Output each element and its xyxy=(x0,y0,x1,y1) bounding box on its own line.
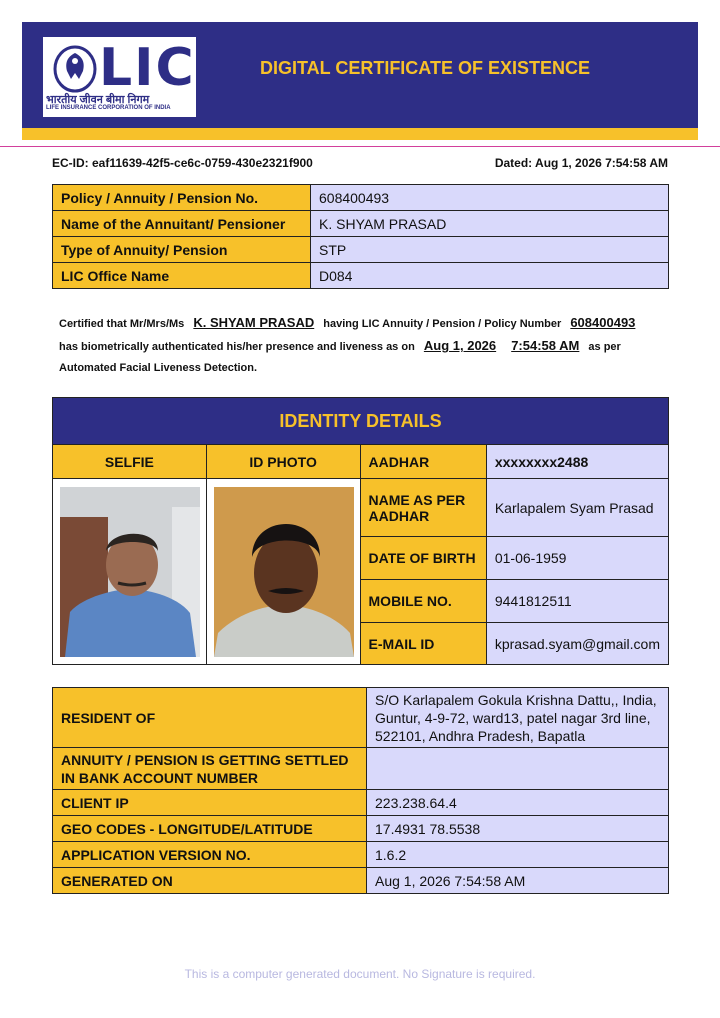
lic-english-name: LIFE INSURANCE CORPORATION OF INDIA xyxy=(46,105,171,111)
lic-emblem-icon xyxy=(53,43,97,93)
dated: Dated: Aug 1, 2026 7:54:58 AM xyxy=(494,156,668,170)
client-ip-label: CLIENT IP xyxy=(53,790,367,816)
email-value: kprasad.syam@gmail.com xyxy=(486,623,668,665)
aadhar-value: xxxxxxxx2488 xyxy=(486,445,668,479)
bank-account-label: ANNUITY / PENSION IS GETTING SETTLED IN BANK ACCOUNT NUMBER xyxy=(53,748,367,790)
certificate-title: DIGITAL CERTIFICATE OF EXISTENCE xyxy=(259,58,590,78)
resident-value: S/O Karlapalem Gokula Krishna Dattu,, India, Guntur, 4-9-72, ward13, patel nagar 3rd line, 522101, Andhra Pradesh, Bapatla xyxy=(367,688,669,748)
dob-label: DATE OF BIRTH xyxy=(360,537,486,580)
table-row xyxy=(53,185,669,211)
cert-date: Aug 1, 2026 xyxy=(423,338,497,353)
identity-heading-row xyxy=(53,398,669,445)
identity-table xyxy=(52,397,669,665)
mobile-value: 9441812511 xyxy=(486,580,668,623)
app-version-label: APPLICATION VERSION NO. xyxy=(53,842,367,868)
id-photo-header: ID PHOTO xyxy=(206,445,360,479)
generated-on-value: Aug 1, 2026 7:54:58 AM xyxy=(367,868,669,894)
details-table xyxy=(52,687,669,894)
annuitant-label: Name of the Annuitant/ Pensioner xyxy=(53,211,311,237)
table-row xyxy=(53,211,669,237)
header-accent-bar xyxy=(22,128,698,140)
table-row xyxy=(53,688,669,748)
cert-policy: 608400493 xyxy=(570,315,636,330)
divider xyxy=(0,146,720,147)
mobile-label: MOBILE NO. xyxy=(360,580,486,623)
policy-table xyxy=(52,184,669,289)
cert-name: K. SHYAM PRASAD xyxy=(193,315,315,330)
table-row xyxy=(53,816,669,842)
id-photo xyxy=(214,487,354,657)
cert-time: 7:54:58 AM xyxy=(511,338,580,353)
table-row xyxy=(53,263,669,289)
footer-note: This is a computer generated document. No Signature is required. xyxy=(184,967,536,981)
lic-hindi-name: भारतीय जीवन बीमा निगम xyxy=(46,94,150,106)
dob-value: 01-06-1959 xyxy=(486,537,668,580)
table-row xyxy=(53,790,669,816)
cert-text: as per Automated Facial Liveness Detection. xyxy=(59,341,621,374)
ec-id: EC-ID: eaf11639-42f5-ce6c-0759-430e2321f900 xyxy=(52,156,313,170)
selfie-cell xyxy=(53,479,207,665)
type-label: Type of Annuity/ Pension xyxy=(53,237,311,263)
id-photo-cell xyxy=(206,479,360,665)
table-row xyxy=(53,237,669,263)
cert-text: has biometrically authenticated his/her presence and liveness as on xyxy=(59,341,415,353)
table-row xyxy=(53,842,669,868)
app-version-value: 1.6.2 xyxy=(367,842,669,868)
office-label: LIC Office Name xyxy=(53,263,311,289)
selfie-photo xyxy=(60,487,200,657)
generated-on-label: GENERATED ON xyxy=(53,868,367,894)
lic-wordmark: LIC xyxy=(99,38,196,98)
geo-codes-label: GEO CODES - LONGITUDE/LATITUDE xyxy=(53,816,367,842)
table-row xyxy=(53,748,669,790)
name-aadhar-value: Karlapalem Syam Prasad xyxy=(486,479,668,537)
table-row xyxy=(53,868,669,894)
office-value: D084 xyxy=(311,263,669,289)
table-row xyxy=(53,479,669,537)
identity-heading: IDENTITY DETAILS xyxy=(53,398,669,445)
type-value: STP xyxy=(311,237,669,263)
table-row xyxy=(53,445,669,479)
policy-value: 608400493 xyxy=(311,185,669,211)
selfie-header: SELFIE xyxy=(53,445,207,479)
annuitant-value: K. SHYAM PRASAD xyxy=(311,211,669,237)
lic-logo xyxy=(41,35,198,119)
client-ip-value: 223.238.64.4 xyxy=(367,790,669,816)
bank-account-value xyxy=(367,748,669,790)
name-aadhar-label: NAME AS PER AADHAR xyxy=(360,479,486,537)
policy-label: Policy / Annuity / Pension No. xyxy=(53,185,311,211)
cert-text: having LIC Annuity / Pension / Policy Number xyxy=(323,318,562,330)
certification-statement xyxy=(59,312,659,379)
resident-label: RESIDENT OF xyxy=(53,688,367,748)
aadhar-label: AADHAR xyxy=(360,445,486,479)
cert-text: Certified that Mr/Mrs/Ms xyxy=(59,318,185,330)
geo-codes-value: 17.4931 78.5538 xyxy=(367,816,669,842)
email-label: E-MAIL ID xyxy=(360,623,486,665)
